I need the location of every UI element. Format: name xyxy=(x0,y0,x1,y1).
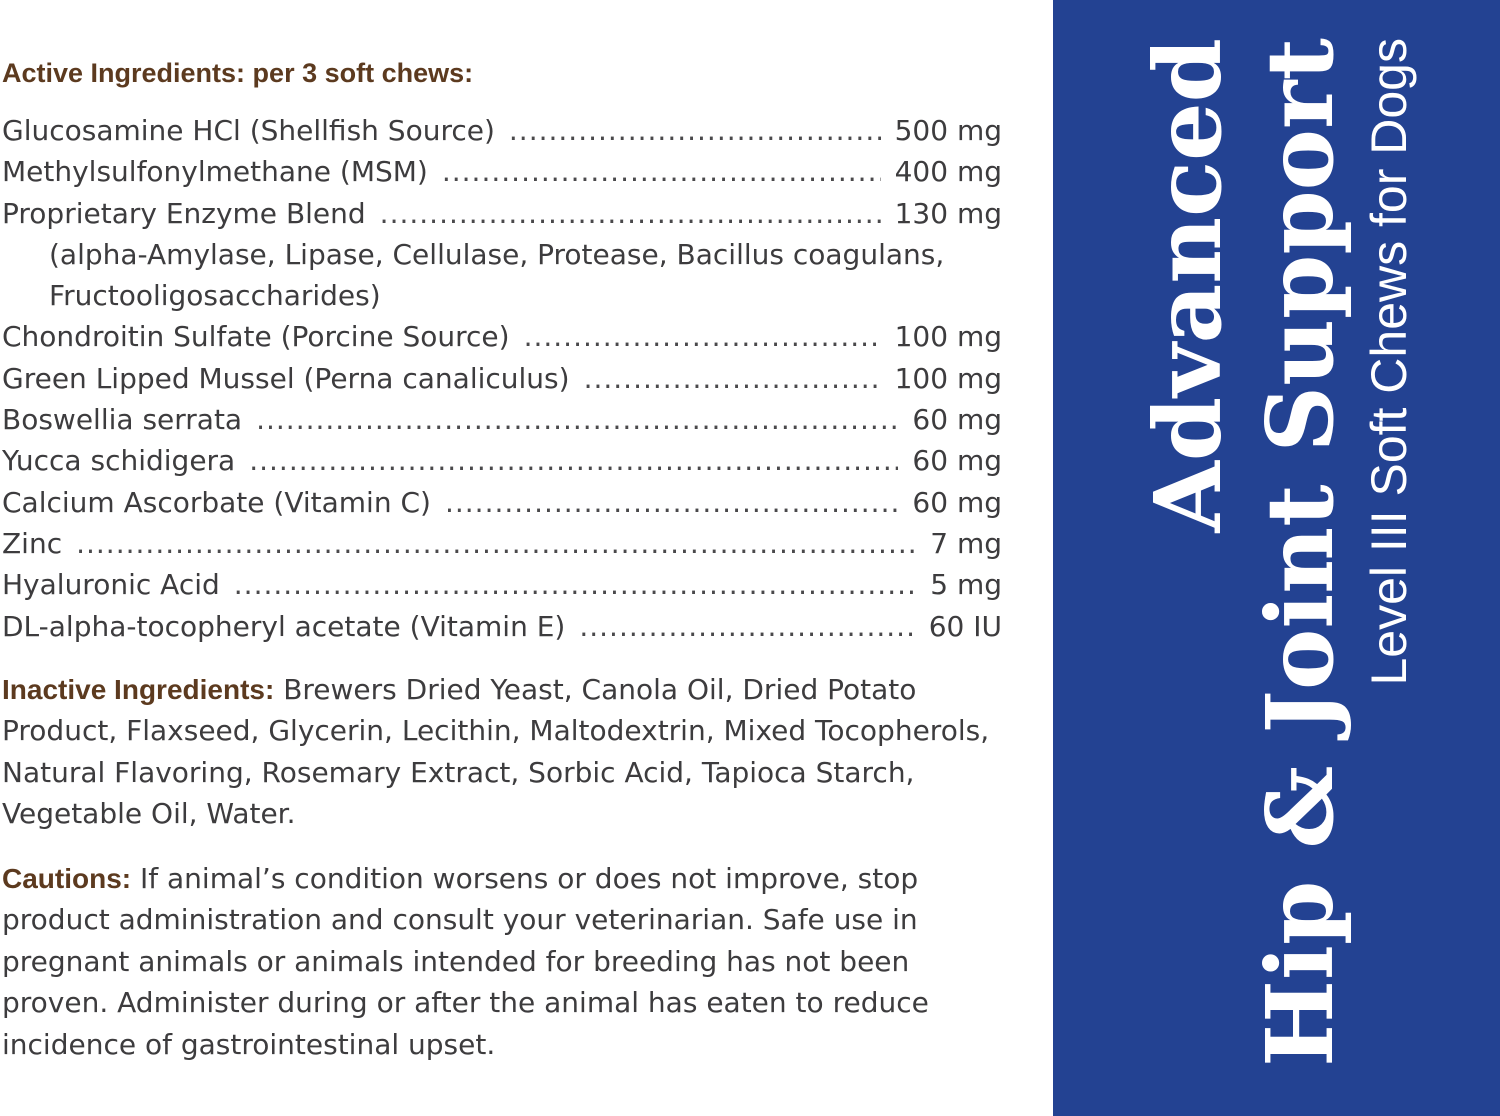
dot-leader xyxy=(579,606,914,647)
dot-leader xyxy=(442,151,881,192)
enzyme-blend-components: (alpha-Amylase, Lipase, Cellulase, Protease, Bacillus coagulans, xyxy=(49,237,945,271)
ingredient-amount: 60 mg xyxy=(912,403,1002,437)
ingredient-row xyxy=(2,151,1002,192)
dot-leader xyxy=(249,440,898,481)
dot-leader xyxy=(509,110,881,151)
ingredient-name: Zinc xyxy=(2,526,63,560)
ingredient-amount: 400 mg xyxy=(894,155,1002,189)
enzyme-blend-components-cont: Fructooligosaccharides) xyxy=(49,279,381,313)
inactive-ingredients-label: Inactive Ingredients: xyxy=(2,673,275,705)
active-ingredients-heading: Active Ingredients: per 3 soft chews: xyxy=(2,58,474,88)
ingredient-row xyxy=(2,482,1002,523)
ingredient-amount: 500 mg xyxy=(894,114,1002,147)
dot-leader xyxy=(524,316,881,357)
ingredient-amount: 100 mg xyxy=(894,361,1002,395)
cautions xyxy=(2,858,992,1066)
ingredient-row xyxy=(2,110,1002,151)
ingredient-row xyxy=(2,523,1002,564)
ingredient-row xyxy=(2,316,1002,357)
active-ingredients-list xyxy=(2,110,1002,647)
ingredient-amount: 60 IU xyxy=(928,609,1002,643)
cautions-text: If animal’s condition worsens or does not improve, stop product administration and consult your veterinarian. Safe use in pregnant animals or animals intended for breeding has not been proven. Administer during or after the animal has eaten to reduce incidence of gastrointestinal upset. xyxy=(2,861,929,1061)
product-title-line-2: Hip & Joint Support xyxy=(1245,38,1354,1067)
product-title-vertical xyxy=(1107,38,1447,1078)
inactive-ingredients-text: Brewers Dried Yeast, Canola Oil, Dried Potato Product, Flaxseed, Glycerin, Lecithin, Maltodextrin, Mixed Tocopherols, Natural Flavoring, Rosemary Extract, Sorbic Acid, Tapioca Starch, Vegetable Oil, Water. xyxy=(2,672,990,831)
dot-leader xyxy=(76,523,916,564)
ingredient-amount: 130 mg xyxy=(894,196,1002,230)
ingredient-name: Boswellia serrata xyxy=(2,403,243,437)
ingredient-row xyxy=(2,606,1002,647)
dot-leader xyxy=(380,193,881,234)
ingredient-name: DL-alpha-tocopheryl acetate (Vitamin E) xyxy=(2,609,566,643)
ingredient-name: Methylsulfonylmethane (MSM) xyxy=(2,155,428,189)
ingredient-row xyxy=(2,564,1002,605)
ingredient-name: Proprietary Enzyme Blend xyxy=(2,196,366,230)
ingredient-amount: 7 mg xyxy=(930,526,1002,560)
dot-leader xyxy=(445,482,898,523)
ingredient-row xyxy=(2,440,1002,481)
ingredient-name: Green Lipped Mussel (Perna canaliculus) xyxy=(2,361,570,395)
dot-leader xyxy=(584,358,881,399)
ingredient-amount: 60 mg xyxy=(912,444,1002,478)
ingredient-row xyxy=(2,399,1002,440)
ingredient-amount: 5 mg xyxy=(930,568,1002,602)
product-subtitle: Level III Soft Chews for Dogs xyxy=(1360,38,1417,686)
ingredient-row xyxy=(2,358,1002,399)
ingredient-amount: 100 mg xyxy=(894,320,1002,354)
ingredient-name: Chondroitin Sulfate (Porcine Source) xyxy=(2,320,510,354)
ingredient-name: Yucca schidigera xyxy=(2,444,236,478)
ingredient-name: Glucosamine HCl (Shellfish Source) xyxy=(2,114,495,147)
ingredient-amount: 60 mg xyxy=(912,485,1002,519)
cautions-label: Cautions: xyxy=(2,862,132,894)
dot-leader xyxy=(234,564,916,605)
product-name-panel xyxy=(1053,0,1500,1116)
ingredient-name: Calcium Ascorbate (Vitamin C) xyxy=(2,485,431,519)
ingredient-row xyxy=(2,193,1002,234)
ingredient-name: Hyaluronic Acid xyxy=(2,568,220,602)
inactive-ingredients xyxy=(2,669,992,835)
label-content xyxy=(2,54,1002,1065)
product-title-line-1: Advanced xyxy=(1133,38,1242,533)
dot-leader xyxy=(256,399,898,440)
